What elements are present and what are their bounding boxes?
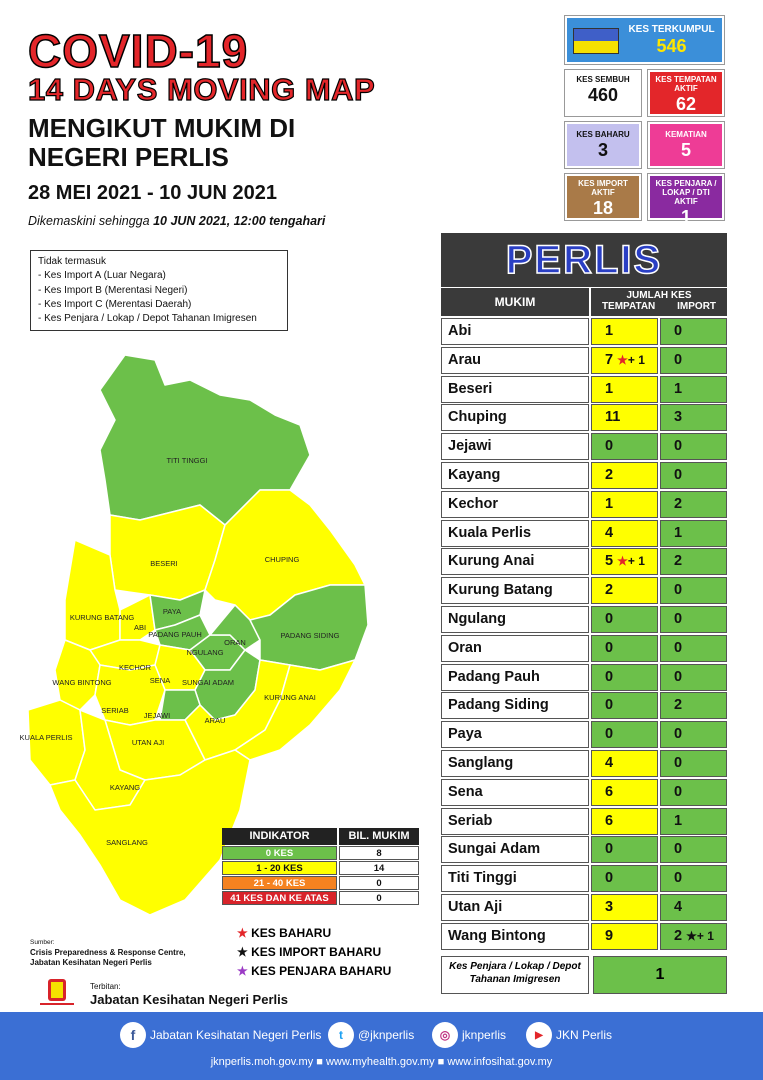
stat-terkumpul-value: 546 xyxy=(656,36,687,56)
source-line1: Crisis Preparedness & Response Centre, xyxy=(30,948,186,957)
publisher: Jabatan Kesihatan Negeri Perlis xyxy=(90,992,288,1007)
row-import-value: 3 xyxy=(674,409,683,426)
map-label-chuping: CHUPING xyxy=(264,555,300,564)
stat-import-aktif-label: KES IMPORT AKTIF xyxy=(578,179,628,197)
map-label-ngulang: NGULANG xyxy=(186,648,224,657)
row-import xyxy=(660,808,727,835)
stat-sembuh-value: 460 xyxy=(587,85,619,105)
map-label-beseri: BESERI xyxy=(150,559,178,568)
row-tempatan-value: 2 xyxy=(605,582,614,599)
row-import-value: 2 xyxy=(674,697,683,714)
stat-terkumpul-label: KES TERKUMPUL xyxy=(628,24,715,35)
legend-baharu xyxy=(237,924,391,943)
table-row xyxy=(441,692,727,721)
date-range: 28 MEI 2021 - 10 JUN 2021 xyxy=(28,182,278,204)
stat-terkumpul xyxy=(565,16,724,64)
legend-import-baharu-label: KES IMPORT BAHARU xyxy=(251,945,382,959)
row-tempatan xyxy=(591,318,658,345)
row-mukim: Ngulang xyxy=(441,606,589,633)
col-subheaders xyxy=(591,301,727,312)
legend-import-baharu xyxy=(237,943,391,962)
map-label-oran: ORAN xyxy=(224,638,246,647)
row-tempatan-value: 2 xyxy=(605,467,614,483)
indicator-count: 0 xyxy=(339,891,419,905)
row-tempatan xyxy=(591,433,658,460)
row-import-value: 0 xyxy=(674,351,683,368)
heading-line1: MENGIKUT MUKIM DI xyxy=(28,113,296,143)
twitter-label: @jknperlis xyxy=(358,1028,415,1042)
row-tempatan xyxy=(591,894,658,921)
row-import-value: 0 xyxy=(674,726,683,743)
row-tempatan-value: 4 xyxy=(605,755,614,771)
indicator-title: INDIKATOR xyxy=(222,828,337,845)
map-label-kechor: KECHOR xyxy=(118,663,152,672)
row-tempatan xyxy=(591,865,658,892)
row-import xyxy=(660,318,727,345)
penjara-row-label: Kes Penjara / Lokap / Depot Tahanan Imigresen xyxy=(441,956,589,994)
row-mukim: Arau xyxy=(441,347,589,374)
row-tempatan-value: 6 xyxy=(605,783,614,800)
source-line2: Jabatan Kesihatan Negeri Perlis xyxy=(30,958,152,967)
map-label-sanglang: SANGLANG xyxy=(106,838,148,847)
row-import xyxy=(660,404,727,431)
map-label-utan-aji: UTAN AJI xyxy=(131,738,165,747)
row-import xyxy=(660,520,727,547)
row-tempatan-value: 0 xyxy=(605,697,614,714)
row-import xyxy=(660,577,727,604)
coat-of-arms-icon xyxy=(38,976,76,1008)
table-row xyxy=(441,376,727,405)
row-import xyxy=(660,491,727,518)
row-mukim: Kayang xyxy=(441,462,589,489)
row-tempatan xyxy=(591,664,658,691)
table-row xyxy=(441,664,727,693)
row-mukim: Jejawi xyxy=(441,433,589,460)
row-tempatan-value: 0 xyxy=(605,668,614,685)
table-state-header xyxy=(441,233,727,287)
row-tempatan-value: 0 xyxy=(605,726,614,743)
row-import xyxy=(660,894,727,921)
table-row xyxy=(441,836,727,865)
new-marker: + 1 xyxy=(696,928,714,943)
row-tempatan xyxy=(591,721,658,748)
map-label-paya: PAYA xyxy=(162,607,182,616)
row-tempatan xyxy=(591,692,658,719)
penjara-row-value: 1 xyxy=(593,956,727,994)
indicator-level: 41 KES DAN KE ATAS xyxy=(222,891,337,905)
row-mukim: Chuping xyxy=(441,404,589,431)
table-row xyxy=(441,779,727,808)
row-tempatan-value: 3 xyxy=(605,899,614,915)
indicator-level: 21 - 40 KES xyxy=(222,876,337,890)
row-mukim: Wang Bintong xyxy=(441,923,589,950)
row-tempatan-value: 0 xyxy=(605,639,614,656)
updated-prefix: Dikemaskini sehingga xyxy=(28,214,150,228)
row-tempatan xyxy=(591,347,658,374)
exclusion-item: - Kes Import C (Merentasi Daerah) xyxy=(38,298,192,310)
source-block xyxy=(30,938,186,968)
table-state-title: PERLIS xyxy=(505,238,663,282)
row-import-value: 1 xyxy=(674,812,683,829)
table-row xyxy=(441,894,727,923)
legend xyxy=(237,924,391,981)
row-import-value: 0 xyxy=(674,841,683,858)
row-mukim: Padang Siding xyxy=(441,692,589,719)
exclusion-item: - Kes Import A (Luar Negara) xyxy=(38,270,166,282)
stat-baharu xyxy=(565,122,641,168)
row-import xyxy=(660,750,727,777)
legend-penjara-baharu-label: KES PENJARA BAHARU xyxy=(251,964,392,978)
table-row xyxy=(441,577,727,606)
col-import: IMPORT xyxy=(677,301,717,312)
indicator-level: 1 - 20 KES xyxy=(222,861,337,875)
stat-baharu-value: 3 xyxy=(597,140,608,160)
stat-baharu-label: KES BAHARU xyxy=(576,130,630,139)
map-label-kurung-batang: KURUNG BATANG xyxy=(69,613,135,622)
stat-penjara-label: KES PENJARA / LOKAP / DTI AKTIF xyxy=(655,179,717,206)
table-row xyxy=(441,520,727,549)
stat-kematian-label: KEMATIAN xyxy=(665,130,707,139)
row-import xyxy=(660,923,727,950)
table-row xyxy=(441,462,727,491)
row-import-value: 0 xyxy=(674,323,683,339)
row-tempatan xyxy=(591,779,658,806)
row-import xyxy=(660,664,727,691)
exclusion-item: - Kes Import B (Merentasi Negeri) xyxy=(38,284,188,296)
row-import xyxy=(660,462,727,489)
row-tempatan-value: 1 xyxy=(605,495,614,512)
indicator-count-title: BIL. MUKIM xyxy=(339,828,419,845)
stat-penjara-value: 1 xyxy=(680,207,691,227)
indicator-level: 0 KES xyxy=(222,846,337,860)
row-import xyxy=(660,606,727,633)
map-label-sungai-adam: SUNGAI ADAM xyxy=(181,678,235,687)
red-star-icon: ★ xyxy=(617,352,628,367)
row-mukim: Kurung Batang xyxy=(441,577,589,604)
stat-tempatan-aktif-label: KES TEMPATAN AKTIF xyxy=(655,75,717,93)
row-tempatan xyxy=(591,491,658,518)
row-mukim: Seriab xyxy=(441,808,589,835)
row-mukim: Oran xyxy=(441,635,589,662)
publisher-label: Terbitan: xyxy=(90,982,121,991)
table-row xyxy=(441,865,727,894)
row-import-value: 2 xyxy=(674,495,683,512)
row-mukim: Padang Pauh xyxy=(441,664,589,691)
heading-line2: NEGERI PERLIS xyxy=(28,141,229,172)
row-import-value: 0 xyxy=(674,438,683,455)
row-import-value: 2 xyxy=(674,927,683,944)
row-tempatan-value: 0 xyxy=(605,870,614,887)
red-star-icon: ★ xyxy=(237,926,248,940)
map-label-kuala-perlis: KUALA PERLIS xyxy=(20,733,73,742)
col-jumlah-group xyxy=(591,288,727,316)
table-row xyxy=(441,808,727,837)
instagram-label: jknperlis xyxy=(462,1028,507,1042)
row-tempatan xyxy=(591,635,658,662)
table-row xyxy=(441,750,727,779)
row-tempatan xyxy=(591,750,658,777)
row-tempatan xyxy=(591,520,658,547)
row-tempatan xyxy=(591,548,658,575)
row-import-value: 0 xyxy=(674,870,683,887)
row-tempatan xyxy=(591,808,658,835)
map-label-padang-pauh: PADANG PAUH xyxy=(148,630,202,639)
youtube-link[interactable] xyxy=(526,1022,612,1048)
stat-kematian-value: 5 xyxy=(680,140,691,160)
exclusion-item: - Kes Penjara / Lokap / Depot Tahanan Imigresen xyxy=(38,313,257,325)
stat-tempatan-aktif xyxy=(648,70,724,116)
row-tempatan-value: 4 xyxy=(605,524,614,541)
row-tempatan xyxy=(591,577,658,604)
row-mukim: Kurung Anai xyxy=(441,548,589,575)
map-label-arau: ARAU xyxy=(204,716,226,725)
facebook-label: Jabatan Kesihatan Negeri Perlis xyxy=(150,1028,322,1042)
row-tempatan xyxy=(591,923,658,950)
table-row xyxy=(441,606,727,635)
row-import xyxy=(660,836,727,863)
row-import xyxy=(660,347,727,374)
row-tempatan xyxy=(591,606,658,633)
instagram-link[interactable] xyxy=(432,1022,506,1048)
map-label-kurung-anai: KURUNG ANAI xyxy=(264,693,316,702)
updated-line xyxy=(28,214,325,228)
row-import-value: 0 xyxy=(674,611,683,627)
stat-sembuh-label: KES SEMBUH xyxy=(576,75,630,84)
facebook-link[interactable] xyxy=(120,1022,321,1048)
row-import-value: 4 xyxy=(674,899,683,915)
table-row xyxy=(441,491,727,520)
flag-icon xyxy=(573,28,619,54)
stat-import-aktif-value: 18 xyxy=(592,198,614,218)
row-tempatan-value: 7 xyxy=(605,351,614,368)
table-row xyxy=(441,347,727,376)
map-label-sena: SENA xyxy=(149,676,171,685)
row-import-value: 0 xyxy=(674,668,683,685)
row-import xyxy=(660,433,727,460)
stat-kematian xyxy=(648,122,724,168)
youtube-label: JKN Perlis xyxy=(556,1028,613,1042)
twitter-icon: t xyxy=(328,1022,354,1048)
title: COVID-19 xyxy=(28,25,249,77)
new-marker: + 1 xyxy=(627,554,645,569)
row-tempatan-value: 0 xyxy=(605,611,614,627)
indicator-count: 8 xyxy=(339,846,419,860)
new-marker: + 1 xyxy=(627,352,645,367)
map-label-wang-bintong: WANG BINTONG xyxy=(52,678,112,687)
row-import xyxy=(660,692,727,719)
row-mukim: Sena xyxy=(441,779,589,806)
stat-penjara xyxy=(648,174,724,227)
twitter-link[interactable] xyxy=(328,1022,414,1048)
row-mukim: Kuala Perlis xyxy=(441,520,589,547)
row-tempatan-value: 5 xyxy=(605,553,614,570)
table-row xyxy=(441,635,727,664)
stat-tempatan-aktif-value: 62 xyxy=(675,94,697,114)
table-row xyxy=(441,923,727,952)
row-mukim: Utan Aji xyxy=(441,894,589,921)
row-mukim: Titi Tinggi xyxy=(441,865,589,892)
footer-links[interactable]: jknperlis.moh.gov.my ■ www.myhealth.gov.my ■ www.infosihat.gov.my xyxy=(210,1056,553,1068)
row-tempatan-value: 11 xyxy=(605,409,621,426)
source-label: Sumber: xyxy=(30,939,55,946)
row-tempatan-value: 9 xyxy=(605,927,614,944)
col-mukim: MUKIM xyxy=(441,288,589,316)
row-mukim: Sanglang xyxy=(441,750,589,777)
row-mukim: Abi xyxy=(441,318,589,345)
row-import-value: 0 xyxy=(674,467,683,483)
row-import xyxy=(660,635,727,662)
legend-baharu-label: KES BAHARU xyxy=(251,926,332,940)
row-mukim: Sungai Adam xyxy=(441,836,589,863)
subtitle: 14 DAYS MOVING MAP xyxy=(28,72,376,107)
black-star-icon: ★ xyxy=(686,928,697,943)
row-import-value: 0 xyxy=(674,582,683,599)
row-import xyxy=(660,779,727,806)
row-import-value: 0 xyxy=(674,755,683,771)
row-mukim: Kechor xyxy=(441,491,589,518)
table-row xyxy=(441,404,727,433)
row-mukim: Paya xyxy=(441,721,589,748)
map-label-abi: ABI xyxy=(133,623,147,632)
row-import xyxy=(660,721,727,748)
exclusions-title: Tidak termasuk xyxy=(38,256,106,267)
map-label-titi-tinggi: TITI TINGGI xyxy=(166,456,208,465)
black-star-icon: ★ xyxy=(237,945,248,959)
region-kuala-perlis xyxy=(28,700,85,785)
row-tempatan-value: 1 xyxy=(605,323,614,339)
map-label-jejawi: JEJAWI xyxy=(143,711,171,720)
row-tempatan-value: 0 xyxy=(605,438,614,455)
row-tempatan xyxy=(591,376,658,403)
table-row xyxy=(441,721,727,750)
col-tempatan: TEMPATAN xyxy=(601,301,656,312)
instagram-icon: ◎ xyxy=(432,1022,458,1048)
row-import-value: 0 xyxy=(674,639,683,656)
row-import-value: 2 xyxy=(674,553,683,570)
table-row xyxy=(441,318,727,347)
row-import-value: 1 xyxy=(674,380,683,397)
row-tempatan xyxy=(591,836,658,863)
row-tempatan-value: 0 xyxy=(605,841,614,858)
purple-star-icon: ★ xyxy=(237,964,248,978)
row-tempatan xyxy=(591,462,658,489)
indicator-count: 0 xyxy=(339,876,419,890)
row-tempatan-value: 6 xyxy=(605,812,614,829)
youtube-icon: ▶ xyxy=(526,1022,552,1048)
updated-value: 10 JUN 2021, 12:00 tengahari xyxy=(153,214,326,228)
facebook-icon: f xyxy=(120,1022,146,1048)
row-import xyxy=(660,548,727,575)
stat-sembuh xyxy=(565,70,641,116)
col-jumlah: JUMLAH KES xyxy=(626,290,692,301)
legend-penjara-baharu xyxy=(237,962,391,981)
row-import-value: 1 xyxy=(674,524,683,541)
row-import xyxy=(660,376,727,403)
table-row xyxy=(441,548,727,577)
map-label-kayang: KAYANG xyxy=(109,783,141,792)
indicator-count: 14 xyxy=(339,861,419,875)
table-row xyxy=(441,433,727,462)
map-label-padang-siding: PADANG SIDING xyxy=(280,631,340,640)
row-tempatan xyxy=(591,404,658,431)
red-star-icon: ★ xyxy=(617,554,628,569)
row-import xyxy=(660,865,727,892)
row-mukim: Beseri xyxy=(441,376,589,403)
map-label-seriab: SERIAB xyxy=(101,706,129,715)
row-tempatan-value: 1 xyxy=(605,380,614,397)
stat-import-aktif xyxy=(565,174,641,220)
row-import-value: 0 xyxy=(674,783,683,800)
exclusions-box xyxy=(30,250,288,331)
heading xyxy=(28,114,295,171)
